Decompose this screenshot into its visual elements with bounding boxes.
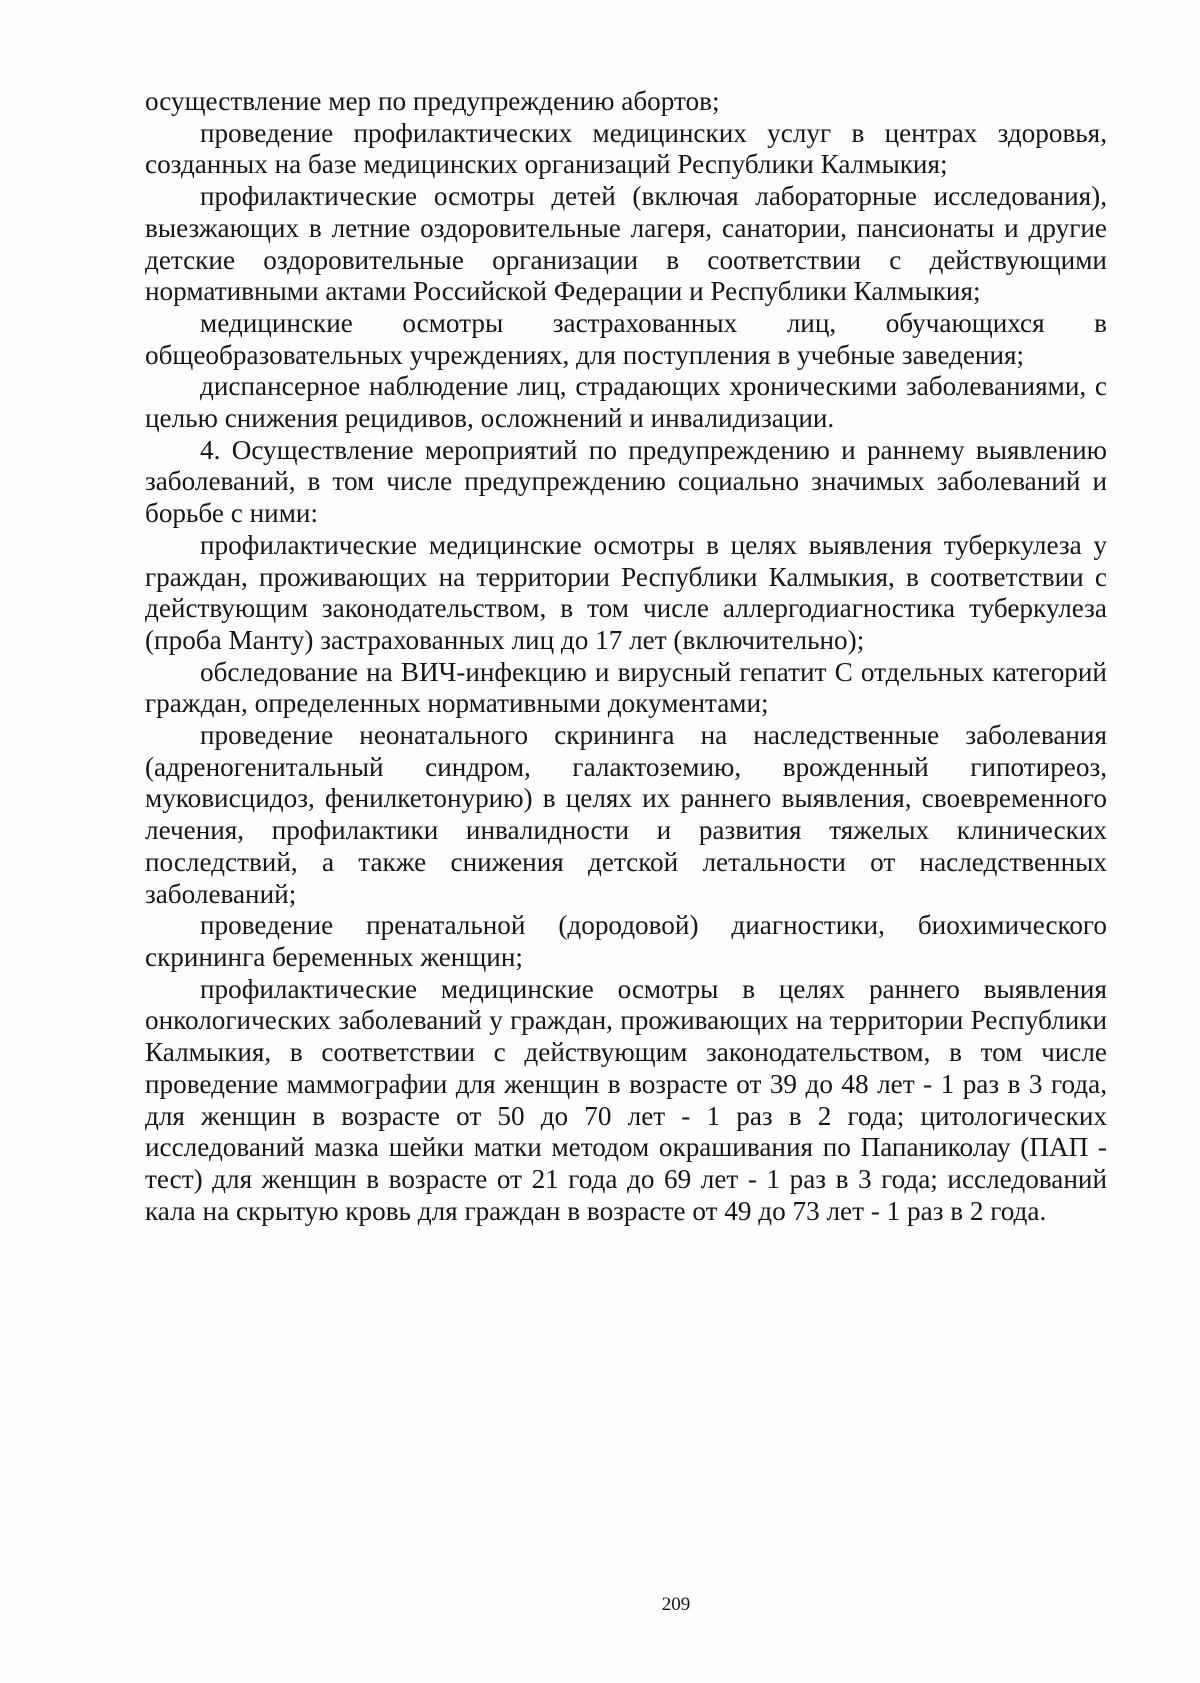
- paragraph: обследование на ВИЧ-инфекцию и вирусный гепатит С отдельных категорий граждан, определенных нормативными документами;: [145, 656, 1107, 719]
- paragraph: проведение профилактических медицинских услуг в центрах здоровья, созданных на базе медицинских организаций Республики Калмыкия;: [145, 117, 1107, 180]
- paragraph: медицинские осмотры застрахованных лиц, обучающихся в общеобразовательных учреждениях, для поступления в учебные заведения;: [145, 307, 1107, 370]
- paragraph: диспансерное наблюдение лиц, страдающих хроническими заболеваниями, с целью снижения рецидивов, осложнений и инвалидизации.: [145, 371, 1107, 434]
- paragraph: профилактические медицинские осмотры в целях выявления туберкулеза у граждан, проживающих на территории Республики Калмыкия, в соответствии с действующим законодательством, в том числе аллергодиагностика туберкулеза (проба Манту) застрахованных лиц до 17 лет (включительно);: [145, 529, 1107, 655]
- section-heading-paragraph: 4. Осуществление мероприятий по предупреждению и раннему выявлению заболеваний, в том числе предупреждению социально значимых заболеваний и борьбе с ними:: [145, 434, 1107, 529]
- paragraph: профилактические медицинские осмотры в целях раннего выявления онкологических заболеваний у граждан, проживающих на территории Республики Калмыкия, в соответствии с действующим законодательством, в том числе проведение маммографии для женщин в возрасте от 39 до 48 лет - 1 раз в 3 года, для женщин в возрасте от 50 до 70 лет - 1 раз в 2 года; цитологических исследований мазка шейки матки методом окрашивания по Папаниколау (ПАП - тест) для женщин в возрасте от 21 года до 69 лет - 1 раз в 3 года; исследований кала на скрытую кровь для граждан в возрасте от 49 до 73 лет - 1 раз в 2 года.: [145, 973, 1107, 1226]
- paragraph: профилактические осмотры детей (включая лабораторные исследования), выезжающих в летние оздоровительные лагеря, санатории, пансионаты и другие детские оздоровительные организации в соответствии с действующими нормативными актами Российской Федерации и Республики Калмыкия;: [145, 181, 1107, 307]
- page-number: 209: [661, 1594, 691, 1615]
- paragraph: осуществление мер по предупреждению абортов;: [145, 86, 720, 116]
- body-text: [145, 86, 1107, 1227]
- paragraph: проведение пренатальной (дородовой) диагностики, биохимического скрининга беременных женщин;: [145, 910, 1107, 972]
- paragraph: проведение неонатального скрининга на наследственные заболевания (адреногенитальный синдром, галактоземию, врожденный гипотиреоз, муковисцидоз, фенилкетонурию) в целях их раннего выявления, своевременного лечения, профилактики инвалидности и развития тяжелых клинических последствий, а также снижения детской летальности от наследственных заболеваний;: [145, 720, 1107, 909]
